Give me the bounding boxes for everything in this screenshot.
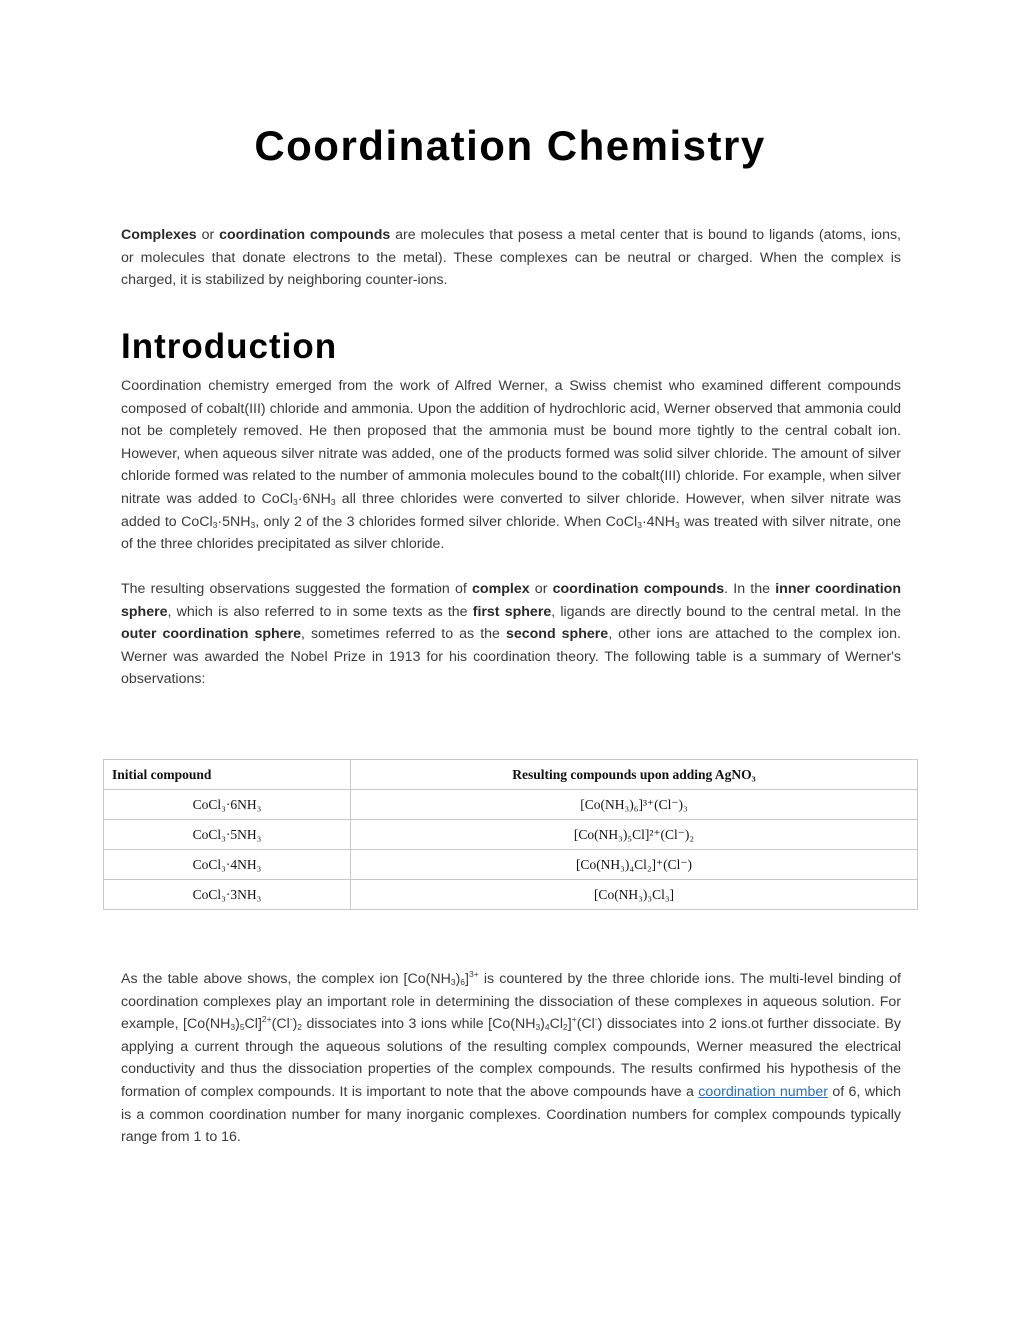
text-run: ·5NH (217, 513, 251, 530)
subscript: 3 (330, 497, 336, 508)
subscript: 2 (297, 1022, 303, 1033)
table-row (104, 820, 918, 850)
text-run: ) (292, 1016, 298, 1033)
initial-compound-cell: CoCl₃·5NH₃ (104, 820, 351, 850)
text-run: or (196, 227, 220, 243)
subscript: 5 (239, 1022, 245, 1033)
subscript: 3 (675, 519, 680, 530)
term-coordination-compounds: coordination compounds (219, 227, 391, 243)
section-heading-introduction: Introduction (121, 327, 338, 366)
superscript: - (594, 1014, 598, 1025)
text-run: (Cl (576, 1016, 595, 1033)
text-run: Cl (549, 1016, 564, 1033)
text-run: all three chlorides were converted to silver chloride. However, when silver nitrate was added to CoCl (121, 490, 902, 530)
term-inner-coordination-sphere: inner coordination sphere (121, 581, 902, 620)
term-coordination-compounds: coordination compounds (552, 581, 725, 597)
text-run: , other ions are attached to the complex ion. Werner was awarded the Nobel Prize in 1913 for his coordination theory. The following table is a summary of Werner's observations: (121, 626, 901, 688)
text-run: was treated with silver nitrate, one of the three chlorides precipitated as silver chloride. (121, 513, 901, 553)
initial-compound-cell: CoCl₃·3NH₃ (104, 880, 351, 910)
term-second-sphere: second sphere (505, 626, 609, 643)
text-run: ) (540, 1016, 545, 1033)
term-complex: complex (472, 581, 530, 597)
term-complexes: Complexes (121, 227, 197, 243)
text-run: The resulting observations suggested the formation of (121, 581, 473, 597)
text-run: , which is also referred to in some texts as the (167, 603, 473, 620)
column-header-initial-compound: Initial compound (104, 760, 351, 790)
resulting-compound-cell: [Co(NH₃)₃Cl₃] (351, 880, 918, 910)
text-run: , ligands are directly bound to the central metal. In the (551, 603, 901, 620)
subscript: 4 (544, 1022, 550, 1033)
subscript: 6 (460, 977, 466, 988)
table-row (104, 850, 918, 880)
text-run: ·4NH (641, 513, 676, 530)
subscript: 3 (250, 519, 256, 530)
text-run: ] (567, 1016, 572, 1033)
initial-compound-cell: CoCl₃·4NH₃ (104, 850, 351, 880)
resulting-compound-cell: [Co(NH₃)₅Cl]²⁺(Cl⁻)₂ (351, 820, 918, 850)
text-run: ) (455, 971, 461, 987)
text-run: Cl] (244, 1016, 262, 1033)
resulting-compound-cell: [Co(NH₃)₆]³⁺(Cl⁻)₃ (351, 790, 918, 820)
subscript: 3 (637, 519, 642, 530)
subscript: 3 (450, 977, 456, 988)
table-header-row (104, 760, 918, 790)
text-run: Coordination chemistry emerged from the work of Alfred Werner, a Swiss chemist who examined different compounds composed of cobalt(III) chloride and ammonia. Upon the addition of hydrochloric acid, Werner observed that ammonia could not be completely removed. He then proposed that the ammonia must be bound more tightly to the central cobalt ion. However, when aqueous silver nitrate was added, one of the products formed was solid silver chloride. The amount of silver chloride formed was related to the number of ammonia molecules bound to the cobalt(III) chloride. For example, when silver nitrate was added to CoCl (121, 378, 901, 507)
superscript: + (571, 1014, 577, 1025)
text-run: or (529, 581, 553, 597)
conclusion-paragraph (121, 968, 901, 1149)
text-run: are molecules that posess a metal center that is bound to ligands (atoms, ions, or molecules that donate electrons to the metal). These complexes can be neutral or charged. When the complex is charged, it is stabilized by neighboring counter-ions. (121, 227, 901, 289)
superscript: - (289, 1014, 293, 1025)
text-run: (Cl (271, 1016, 290, 1033)
text-run: dissociates into 3 ions while [Co(NH (302, 1016, 536, 1033)
werner-observations-table (103, 759, 918, 910)
text-run: is countered by the three chloride ions. The multi-level binding of coordination complexes play an important role in determining the dissociation of these complexes in aqueous solution. For example, [Co(NH (121, 971, 901, 1033)
introduction-paragraph-2 (121, 578, 901, 691)
initial-compound-cell: CoCl₃·6NH₃ (104, 790, 351, 820)
term-first-sphere: first sphere (472, 603, 552, 620)
subscript: 3 (535, 1022, 541, 1033)
superscript: 3+ (468, 969, 479, 980)
subscript: 3 (293, 497, 298, 508)
table-row (104, 880, 918, 910)
page-title: Coordination Chemistry (254, 122, 766, 169)
column-header-resulting-compounds: Resulting compounds upon adding AgNO₃ (351, 760, 918, 790)
text-run: , sometimes referred to as the (300, 626, 506, 643)
intro-paragraph (121, 224, 901, 292)
subscript: 3 (230, 1022, 236, 1033)
subscript: 3 (212, 519, 218, 530)
subscript: 2 (563, 1022, 568, 1033)
text-run: ) (235, 1016, 240, 1033)
introduction-paragraph-1 (121, 375, 901, 556)
text-run: ·6NH (297, 490, 331, 507)
coordination-number-link[interactable]: coordination number (698, 1083, 828, 1100)
text-run: , only 2 of the 3 chlorides formed silver chloride. When CoCl (255, 513, 638, 530)
text-run: . In the (724, 581, 776, 597)
term-outer-coordination-sphere: outer coordination sphere (121, 626, 301, 643)
table-row (104, 790, 918, 820)
text-run: ) dissociates into 2 ions.ot further dissociate. By applying a current through the aqueous solutions of the resulting complex compounds, Werner measured the electrical conductivity and thus the dissociation properties of the complex compounds. The results confirmed his hypothesis of the formation of complex compounds. It is important to note that the above compounds have a (121, 1016, 902, 1100)
text-run: of 6, which is a common coordination number for many inorganic complexes. Coordination numbers for complex compounds typically range from 1 to 16. (121, 1083, 902, 1146)
text-run: As the table above shows, the complex ion [Co(NH (121, 971, 451, 987)
text-run: ] (465, 971, 469, 987)
resulting-compound-cell: [Co(NH₃)₄Cl₂]⁺(Cl⁻) (351, 850, 918, 880)
superscript: 2+ (261, 1014, 272, 1025)
